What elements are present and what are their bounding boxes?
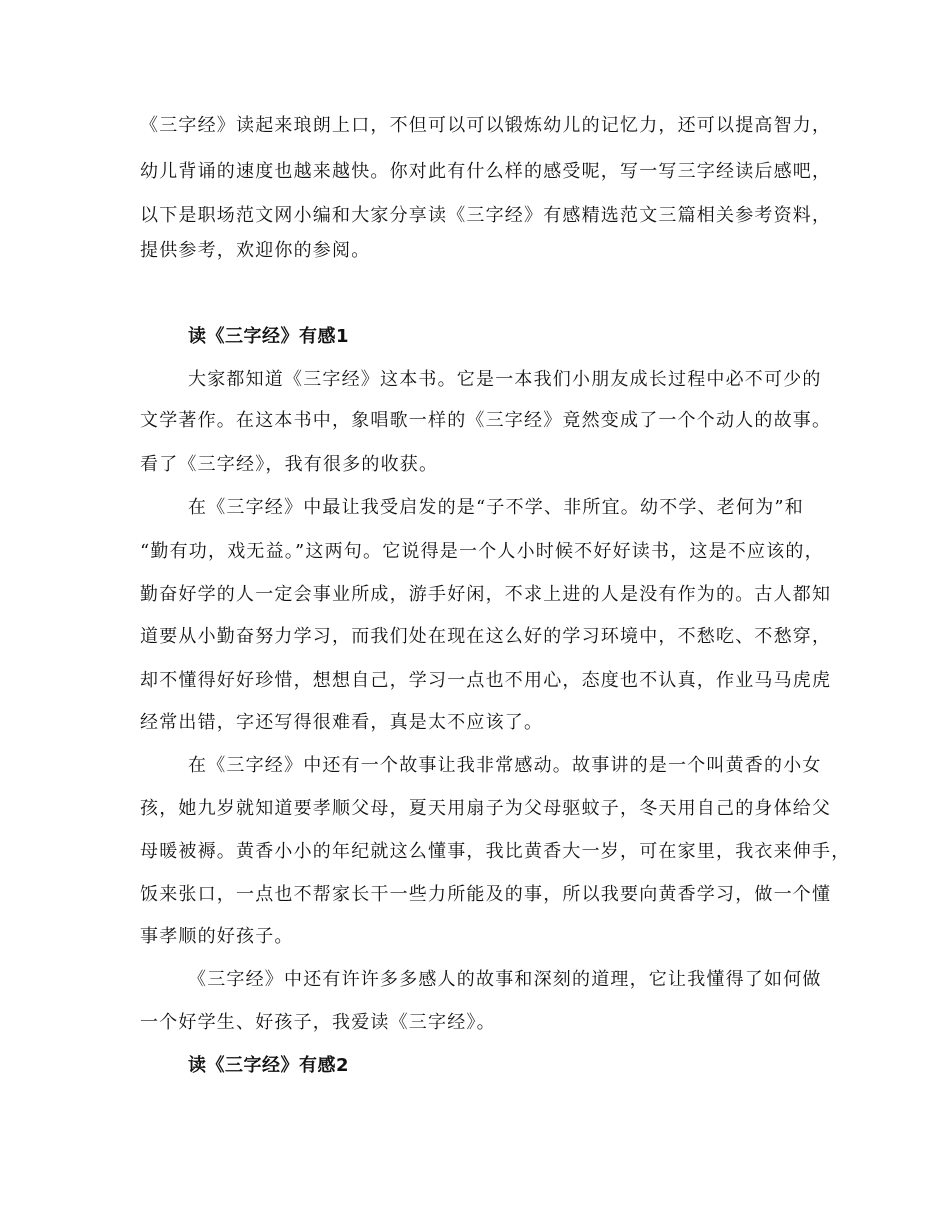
paragraph-line: “勤有功，戏无益。”这两句。它说得是一个人小时候不好好读书，这是不应该的，	[140, 541, 824, 562]
paragraph-line: 事孝顺的好孩子。	[140, 926, 294, 947]
intro-line: 以下是职场范文网小编和大家分享读《三字经》有感精选范文三篇相关参考资料，	[140, 205, 832, 226]
paragraph-line: 却不懂得好好珍惜，想想自己，学习一点也不用心，态度也不认真，作业马马虎虎	[140, 670, 832, 691]
intro-line: 《三字经》读起来琅朗上口，不但可以可以锻炼幼儿的记忆力，还可以提高智力，	[140, 115, 832, 136]
intro-line: 提供参考，欢迎你的参阅。	[140, 240, 371, 261]
paragraph-line: 文学著作。在这本书中，象唱歌一样的《三字经》竟然变成了一个个动人的故事。	[140, 410, 832, 431]
paragraph-line: 《三字经》中还有许许多多感人的故事和深刻的道理，它让我懂得了如何做	[188, 969, 822, 990]
essay-1-heading: 读《三字经》有感1	[188, 326, 350, 347]
paragraph-line: 看了《三字经》，我有很多的收获。	[140, 454, 439, 475]
essay-2-heading: 读《三字经》有感2	[188, 1055, 350, 1076]
paragraph-line: 一个好学生、好孩子，我爱读《三字经》。	[140, 1012, 496, 1033]
paragraph-line: 大家都知道《三字经》这本书。它是一本我们小朋友成长过程中必不可少的	[188, 369, 822, 390]
paragraph-line: 勤奋好学的人一定会事业所成，游手好闲，不求上进的人是没有作为的。古人都知	[140, 584, 832, 605]
paragraph-line: 孩，她九岁就知道要孝顺父母，夏天用扇子为父母驱蚊子，冬天用自己的身体给父	[140, 798, 832, 819]
paragraph-line: 在《三字经》中最让我受启发的是“子不学、非所宜。幼不学、老何为”和	[188, 497, 805, 518]
paragraph-line: 经常出错，字还写得很难看，真是太不应该了。	[140, 712, 544, 733]
intro-line: 幼儿背诵的速度也越来越快。你对此有什么样的感受呢，写一写三字经读后感吧，	[140, 161, 832, 182]
paragraph-line: 道要从小勤奋努力学习，而我们处在现在这么好的学习环境中，不愁吃、不愁穿，	[140, 626, 832, 647]
paragraph-line: 母暖被褥。黄香小小的年纪就这么懂事，我比黄香大一岁，可在家里，我衣来伸手，	[140, 841, 851, 862]
paragraph-line: 在《三字经》中还有一个故事让我非常感动。故事讲的是一个叫黄香的小女	[188, 755, 822, 776]
paragraph-line: 饭来张口，一点也不帮家长干一些力所能及的事，所以我要向黄香学习，做一个懂	[140, 884, 832, 905]
